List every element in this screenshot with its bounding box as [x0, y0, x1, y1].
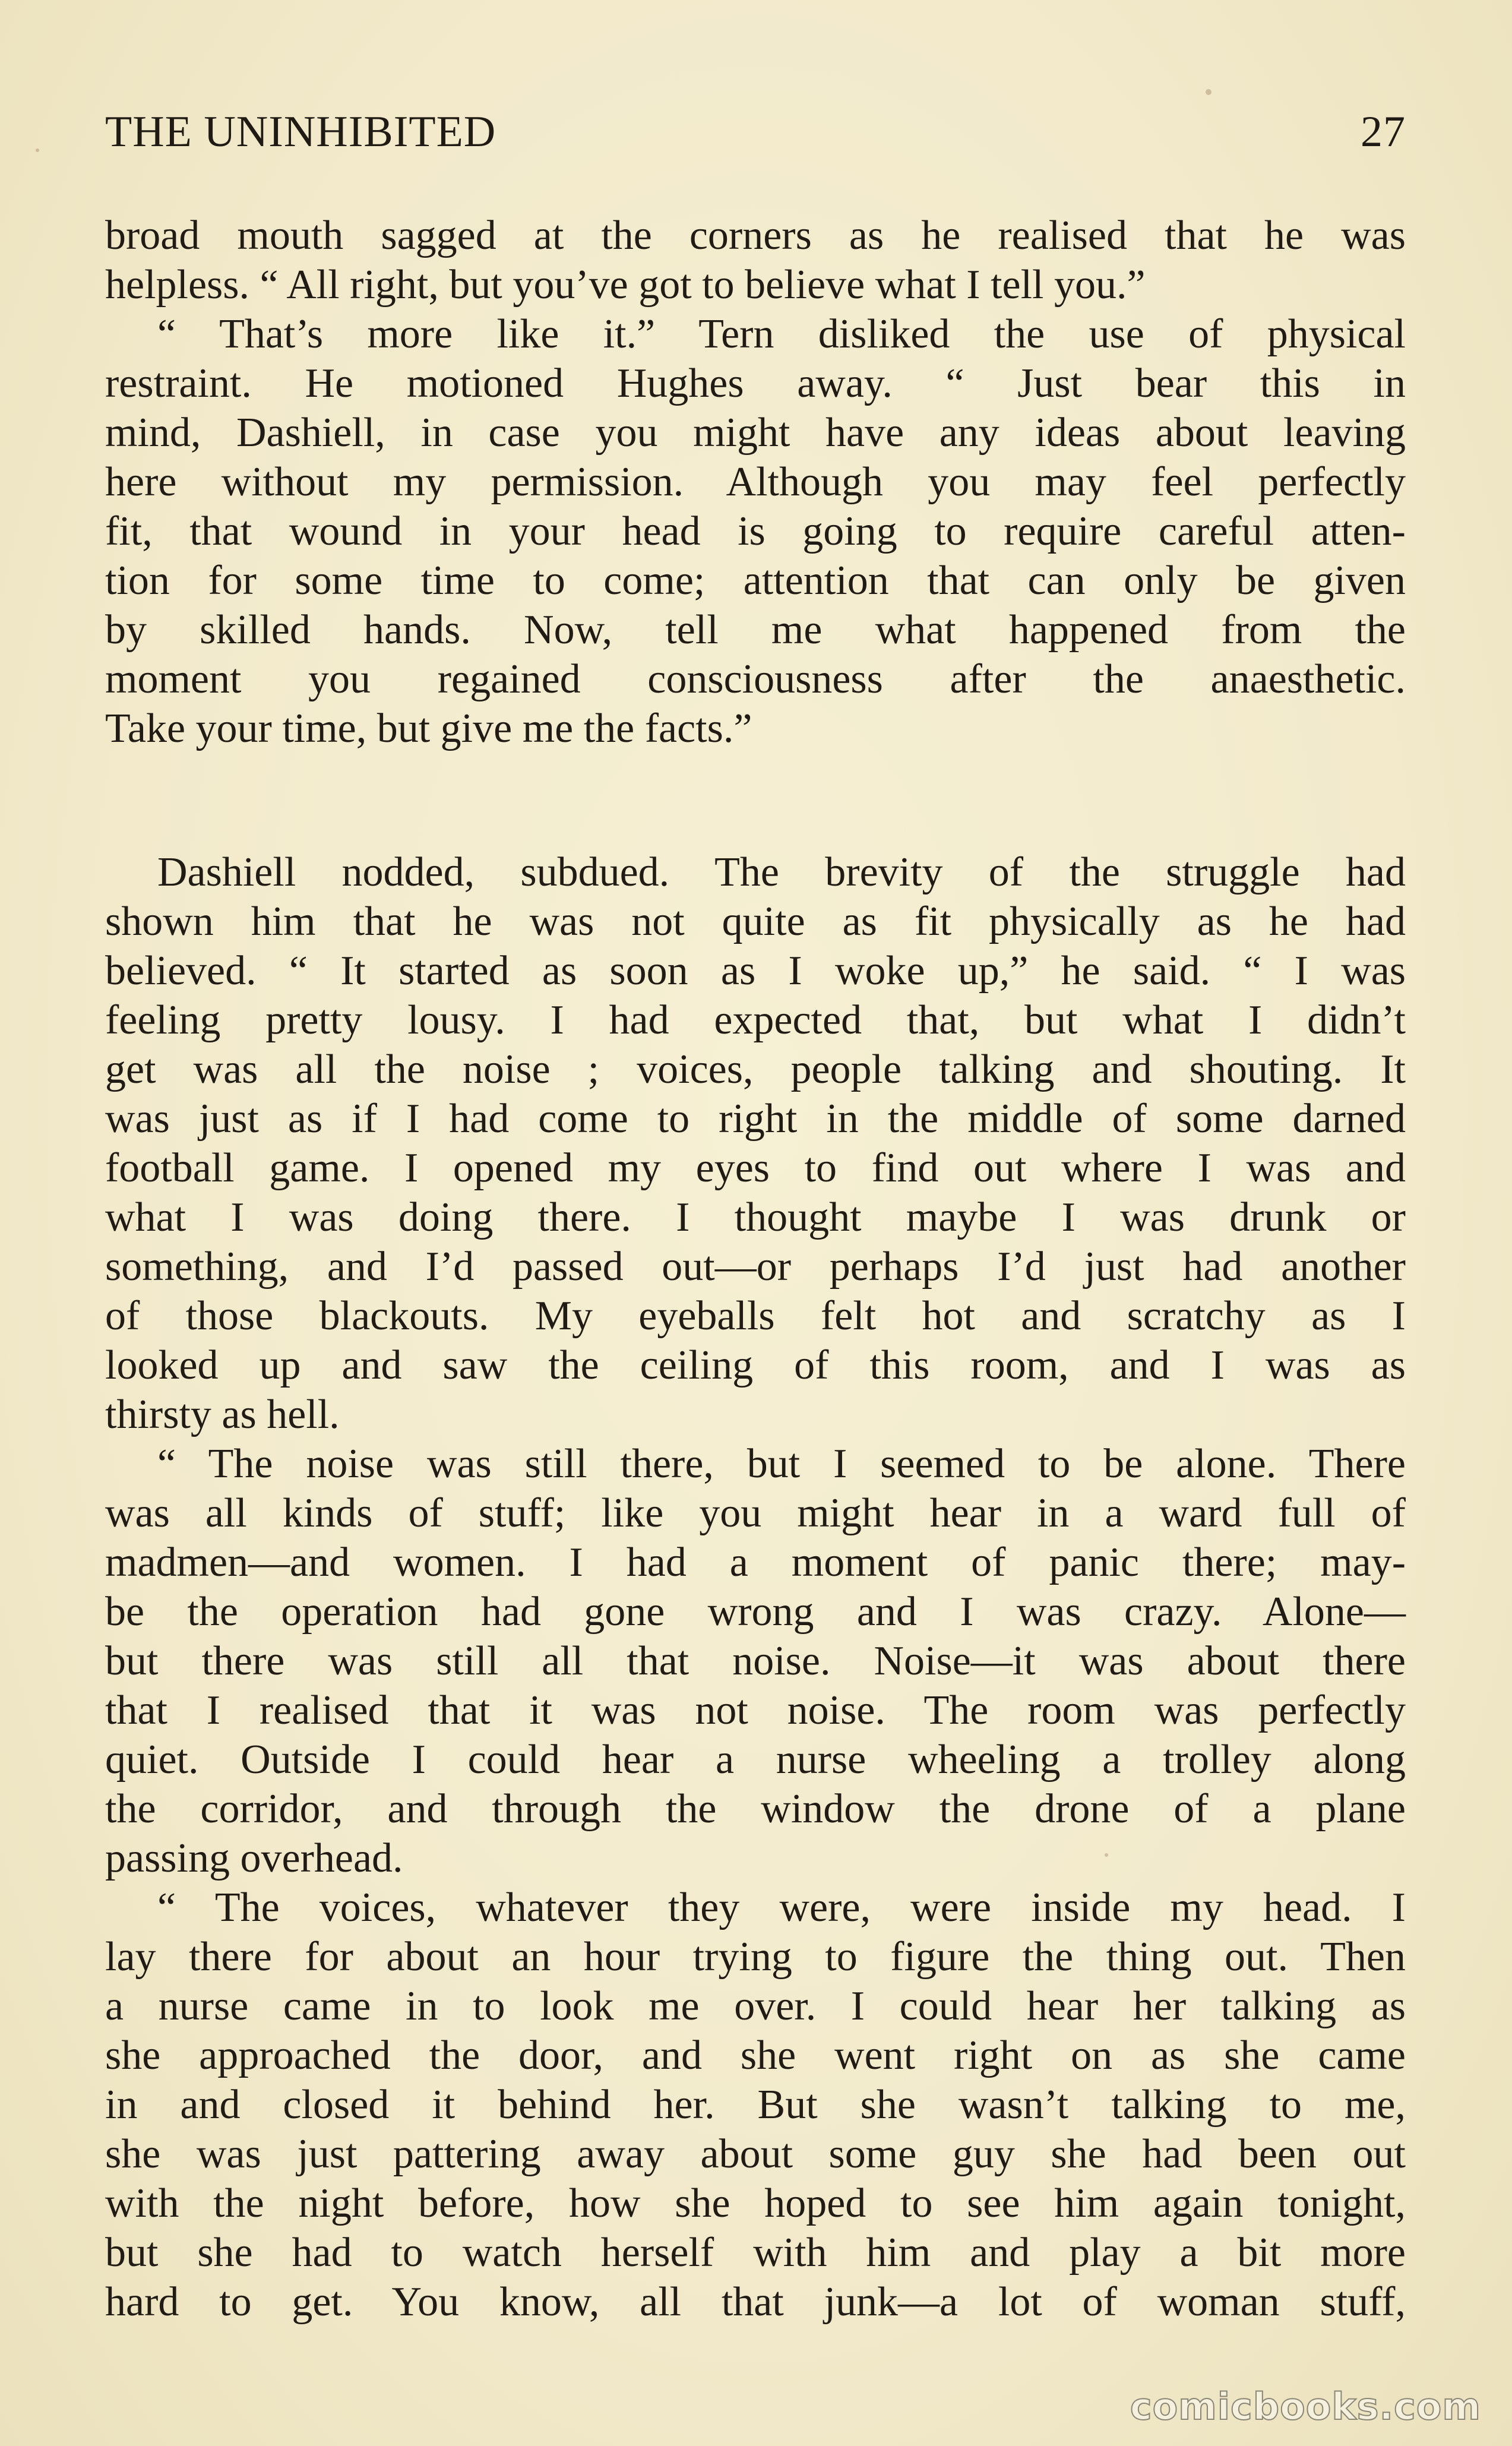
text-line: a nurse came in to look me over. I could hear her talking as	[105, 1983, 1406, 2029]
text-line: broad mouth sagged at the corners as he realised that he was	[105, 213, 1406, 258]
text-line: but she had to watch herself with him and play a bit more	[105, 2230, 1406, 2276]
text-line: what I was doing there. I thought maybe I was drunk or	[105, 1194, 1406, 1240]
text-line: something, and I’d passed out—or perhaps I’d just had another	[105, 1244, 1406, 1290]
page-header	[105, 107, 1406, 166]
paper-speck	[36, 148, 39, 152]
text-line: quiet. Outside I could hear a nurse wheeling a trolley along	[105, 1737, 1406, 1783]
text-line: “ The voices, whatever they were, were inside my head. I	[157, 1885, 1406, 1930]
text-line: was all kinds of stuff; like you might hear in a ward full of	[105, 1490, 1406, 1536]
text-line: mind, Dashiell, in case you might have any ideas about leaving	[105, 410, 1406, 456]
text-line: she was just pattering away about some guy she had been out	[105, 2131, 1406, 2177]
text-line: restraint. He motioned Hughes away. “ Just bear this in	[105, 361, 1406, 406]
text-line: passing overhead.	[105, 1835, 403, 1881]
text-line: shown him that he was not quite as fit physically as he had	[105, 899, 1406, 944]
paper-speck	[1105, 1853, 1108, 1857]
text-line: of those blackouts. My eyeballs felt hot and scratchy as I	[105, 1293, 1406, 1339]
watermark-logo: comicbooks.com	[1130, 2385, 1481, 2428]
text-line: feeling pretty lousy. I had expected that, but what I didn’t	[105, 997, 1406, 1043]
text-line: believed. “ It started as soon as I woke up,” he said. “ I was	[105, 948, 1406, 994]
text-line: by skilled hands. Now, tell me what happened from the	[105, 607, 1406, 653]
text-line: but there was still all that noise. Noise—it was about there	[105, 1638, 1406, 1684]
text-line: thirsty as hell.	[105, 1392, 340, 1437]
text-line: here without my permission. Although you may feel perfectly	[105, 459, 1406, 505]
text-line: “ That’s more like it.” Tern disliked the use of physical	[157, 311, 1406, 357]
running-title: THE UNINHIBITED	[105, 108, 496, 156]
text-line: in and closed it behind her. But she wasn’t talking to me,	[105, 2082, 1406, 2128]
paragraph-block-2	[105, 848, 1406, 2327]
text-line: looked up and saw the ceiling of this room, and I was as	[105, 1342, 1406, 1388]
text-line: helpless. “ All right, but you’ve got to believe what I tell you.”	[105, 262, 1146, 308]
text-line: get was all the noise ; voices, people talking and shouting. It	[105, 1047, 1406, 1092]
page-number: 27	[1361, 108, 1406, 156]
text-line: fit, that wound in your head is going to require careful atten-	[105, 508, 1406, 554]
text-line: lay there for about an hour trying to figure the thing out. Then	[105, 1934, 1406, 1980]
text-line: she approached the door, and she went right on as she came	[105, 2033, 1406, 2078]
text-line: hard to get. You know, all that junk—a lot of woman stuff,	[105, 2279, 1406, 2325]
text-line: be the operation had gone wrong and I was crazy. Alone—	[105, 1589, 1406, 1635]
text-line: “ The noise was still there, but I seemed to be alone. There	[157, 1441, 1406, 1487]
text-line: Dashiell nodded, subdued. The brevity of the struggle had	[157, 849, 1406, 895]
paragraph-block-1	[105, 211, 1406, 753]
text-line: moment you regained consciousness after the anaesthetic.	[105, 656, 1406, 702]
text-line: tion for some time to come; attention that can only be given	[105, 558, 1406, 603]
text-line: with the night before, how she hoped to see him again tonight,	[105, 2180, 1406, 2226]
text-line: madmen—and women. I had a moment of panic there; may-	[105, 1540, 1406, 1585]
text-line: that I realised that it was not noise. The room was perfectly	[105, 1687, 1406, 1733]
paper-speck	[1206, 89, 1212, 95]
text-line: was just as if I had come to right in the middle of some darned	[105, 1096, 1406, 1142]
text-line: the corridor, and through the window the drone of a plane	[105, 1786, 1406, 1832]
text-line: Take your time, but give me the facts.”	[105, 706, 752, 751]
text-line: football game. I opened my eyes to find out where I was and	[105, 1145, 1406, 1191]
